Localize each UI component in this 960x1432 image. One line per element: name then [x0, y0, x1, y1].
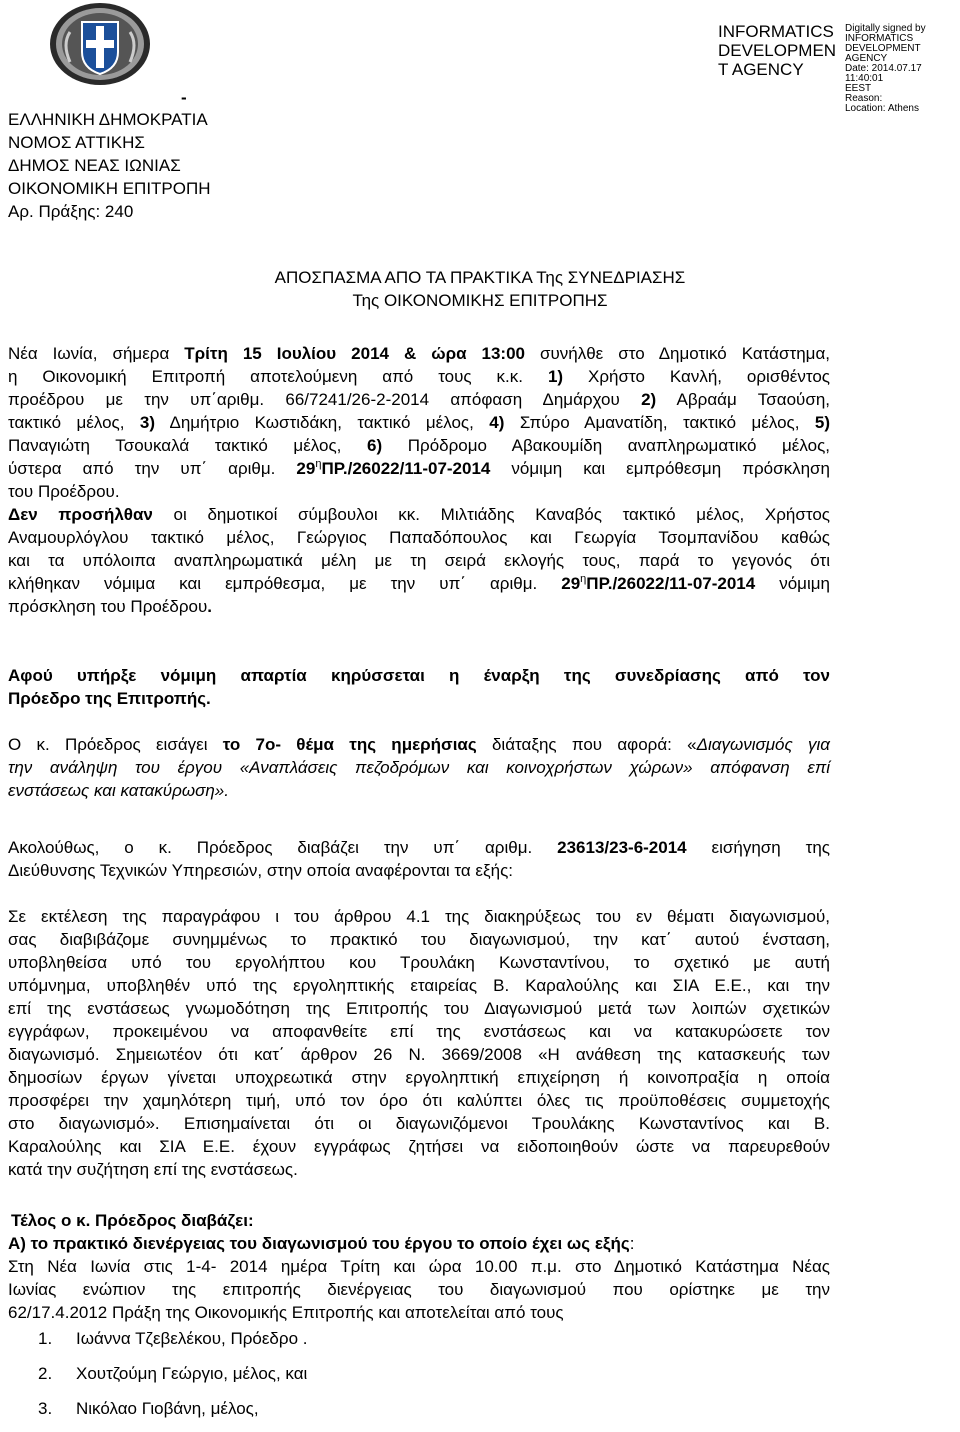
paragraph-line: Στη Νέα Ιωνία στις 1-4- 2014 ημέρα Τρίτη και ώρα 10.00 π.μ. στο Δημοτικό Κατάστημα Νέας	[8, 1257, 830, 1276]
list-item	[38, 1397, 307, 1432]
signature-name-line: T AGENCY	[718, 60, 804, 79]
committee-members-list	[38, 1327, 307, 1432]
session-paragraph	[8, 342, 830, 503]
header-line: ΟΙΚΟΝΟΜΙΚΗ ΕΠΙΤΡΟΠΗ	[8, 179, 211, 198]
paragraph-line: Παναγιώτη Τσουκαλά τακτικό μέλος, 6) Πρόδρομο Αβακουμίδη αναπληρωματικό μέλος,	[8, 436, 830, 455]
signature-detail-line: DEVELOPMENT AGENCY	[845, 43, 921, 64]
issuer-header	[8, 108, 211, 223]
paragraph-line: ύστερα από την υπ΄ αριθμ. $29^\eta\Pi P./26022/11-07-2014$ νόμιμη και εμπρόθεσμη πρόσκληση	[8, 458, 830, 478]
list-item-text: Ιωάννα Τζεβελέκου, Πρόεδρο .	[76, 1329, 308, 1348]
signature-detail-line: Date: 2014.07.17 11:40:01	[845, 63, 922, 84]
signature-detail-line: EEST	[845, 83, 872, 94]
list-item	[38, 1362, 307, 1397]
list-item-number: 1.	[38, 1329, 53, 1348]
signature-detail-line: Reason:	[845, 93, 883, 104]
paragraph-line: Ο κ. Πρόεδρος εισάγει το 7ο- θέμα της ημερήσιας διάταξης που αφορά: «Διαγωνισμός για	[8, 735, 830, 754]
paragraph-line: υποβληθείσα υπό του εργολήπτου κου Τρουλάκη Κωνσταντίνου, το σχετικό με αυτή	[8, 953, 830, 972]
paragraph-line: Αναμουρλόγλου τακτικό μέλος, Γεώργιος Παπαδόπουλος και Γεωργία Τσομπανίδου καθώς	[8, 528, 830, 547]
header-line: ΕΛΛΗΝΙΚΗ ΔΗΜΟΚΡΑΤΙΑ	[8, 110, 208, 129]
paragraph-line: κατά την συζήτηση επί της ενστάσεως.	[8, 1160, 298, 1179]
paragraph-line: Δεν προσήλθαν οι δημοτικοί σύμβουλοι κκ. Μιλτιάδης Καναβός τακτικό μέλος, Χρήστος	[8, 505, 830, 524]
paragraph-line: προσφέρει την χαμηλότερη τιμή, υπό τον όρο ότι καλύπτει όλες τις προϋποθέσεις συμμετοχής	[8, 1091, 830, 1110]
paragraph-line: δημοσίων έργων γίνεται υποχρεωτικά στην εργοληπτική επιχείρηση ή κοινοπραξία η οποία	[8, 1068, 830, 1087]
paragraph-line: Νέα Ιωνία, σήμερα Τρίτη 15 Ιουλίου 2014 & ώρα 13:00 συνήλθε στο Δημοτικό Κατάστημα,	[8, 344, 830, 363]
report-body-paragraph	[8, 905, 830, 1181]
paragraph-line: Ακολούθως, ο κ. Πρόεδρος διαβάζει την υπ΄ αριθμ. 23613/23-6-2014 εισήγηση της	[8, 838, 830, 857]
paragraph-line: Αφού υπήρξε νόμιμη απαρτία κηρύσσεται η έναρξη της συνεδρίασης από τον	[8, 666, 830, 685]
agenda-item-paragraph	[8, 733, 830, 802]
paragraph-line: Διεύθυνσης Τεχνικών Υπηρεσιών, στην οποία αναφέρονται τα εξής:	[8, 861, 513, 880]
paragraph-line: Α) το πρακτικό διενέργειας του διαγωνισμού του έργου το οποίο έχει ως εξής:	[8, 1234, 635, 1253]
signature-details	[845, 24, 960, 114]
absentees-paragraph	[8, 503, 830, 618]
paragraph-line: Καραλούλης και ΣΙΑ Ε.Ε. έχουν εγγράφως ζητήσει να ειδοποιηθούν ώστε να παρευρεθούν	[8, 1137, 830, 1156]
signature-detail-line: Digitally signed by	[845, 23, 926, 34]
list-item-text: Νικόλαο Γιοβάνη, μέλος,	[76, 1399, 259, 1418]
paragraph-line: την ανάληψη του έργου «Αναπλάσεις πεζοδρόμων και κοινοχρήστων χώρων» απόφανση επί	[8, 758, 830, 777]
title-line: ΑΠΟΣΠΑΣΜΑ ΑΠΟ ΤΑ ΠΡΑΚΤΙΚΑ Της ΣΥΝΕΔΡΙΑΣΗΣ	[274, 268, 686, 287]
paragraph-line: 62/17.4.2012 Πράξη της Οικονομικής Επιτροπής και αποτελείται από τους	[8, 1303, 564, 1322]
coat-of-arms-seal	[48, 2, 152, 86]
list-item	[38, 1327, 307, 1362]
header-line: ΔΗΜΟΣ ΝΕΑΣ ΙΩΝΙΑΣ	[8, 156, 181, 175]
act-number: Αρ. Πράξης: 240	[8, 202, 134, 221]
list-item-number: 3.	[38, 1399, 53, 1418]
paragraph-line: Πρόεδρο της Επιτροπής.	[8, 689, 211, 708]
signature-detail-line: INFORMATICS	[845, 33, 914, 44]
paragraph-line: επί της ενστάσεως γνωμοδότηση της Επιτροπής του Διαγωνισμού μετά των λοιπών σχετικών	[8, 999, 830, 1018]
signature-detail-line: Location: Athens	[845, 103, 919, 114]
paragraph-line: στο διαγωνισμό». Επισημαίνεται ότι οι διαγωνιζόμενοι Τρουλάκης Κωνσταντίνος και Β.	[8, 1114, 830, 1133]
paragraph-line: προέδρου με την υπ΄αριθμ. 66/7241/26-2-2014 απόφαση Δημάρχου 2) Αβραάμ Τσαούση,	[8, 390, 830, 409]
paragraph-line: και τα υπόλοιπα αναπληρωματικά μέλη με τη σειρά εκλογής τους, παρά το γεγονός ότι	[8, 551, 830, 570]
paragraph-line: υπόμνημα, υποβληθέν υπό της εργοληπτικής εταιρείας Β. Καραλούλης και ΣΙΑ Ε.Ε., και την	[8, 976, 830, 995]
signature-name-line: DEVELOPMEN	[718, 41, 837, 60]
paragraph-line: η Οικονομική Επιτροπή αποτελούμενη από τους κ.κ. 1) Χρήστο Κανλή, ορισθέντος	[8, 367, 830, 386]
title-line: Της ΟΙΚΟΝΟΜΙΚΗΣ ΕΠΙΤΡΟΠΗΣ	[352, 291, 608, 310]
paragraph-line: του Προέδρου.	[8, 482, 120, 501]
list-item-number: 2.	[38, 1364, 53, 1383]
header-line: ΝΟΜΟΣ ΑΤΤΙΚΗΣ	[8, 133, 145, 152]
paragraph-line: Τέλος ο κ. Πρόεδρος διαβάζει:	[11, 1211, 254, 1230]
paragraph-line: Ιωνίας ενώπιον της επιτροπής διενέργειας του διαγωνισμού που ορίστηκε με την	[8, 1280, 830, 1299]
paragraph-line: σας διαβιβάζομε συνημμένως το πρακτικό του διαγωνισμού, την κατ΄ αυτού ένσταση,	[8, 930, 830, 949]
list-item-text: Χουτζούμη Γεώργιο, μέλος, και	[76, 1364, 308, 1383]
signature-name	[718, 22, 840, 79]
quorum-paragraph	[8, 664, 830, 710]
report-intro-paragraph	[8, 836, 830, 882]
signature-name-line: INFORMATICS	[718, 22, 834, 41]
document-title	[0, 266, 960, 312]
paragraph-line: εγγράφων, προκειμένου να αποφανθείτε επί της ενστάσεως και να κατακυρώσετε τον	[8, 1022, 830, 1041]
paragraph-line: ενστάσεως και κατακύρωση».	[8, 781, 229, 800]
paragraph-line: Σε εκτέλεση της παραγράφου ι του άρθρου 4.1 της διακηρύξεως του εν θέματι διαγωνισμού,	[8, 907, 830, 926]
paragraph-line: πρόσκληση του Προέδρου.	[8, 597, 213, 616]
minutes-paragraph	[8, 1209, 830, 1324]
header-dash: -	[181, 88, 187, 107]
paragraph-line: τακτικό μέλος, 3) Δημήτριο Κωστιδάκη, τακτικό μέλος, 4) Σπύρο Αμανατίδη, τακτικό μέλος, 5)	[8, 413, 830, 432]
paragraph-line: κλήθηκαν νόμιμα και εμπρόθεσμα, με την υπ΄ αριθμ. $29^\eta\Pi P./26022/11-07-2014$ νόμιμη	[8, 573, 830, 593]
paragraph-line: διαγωνισμό. Σημειωτέον ότι κατ΄ άρθρον 26 Ν. 3669/2008 «Η ανάθεση της κατασκευής των	[8, 1045, 830, 1064]
